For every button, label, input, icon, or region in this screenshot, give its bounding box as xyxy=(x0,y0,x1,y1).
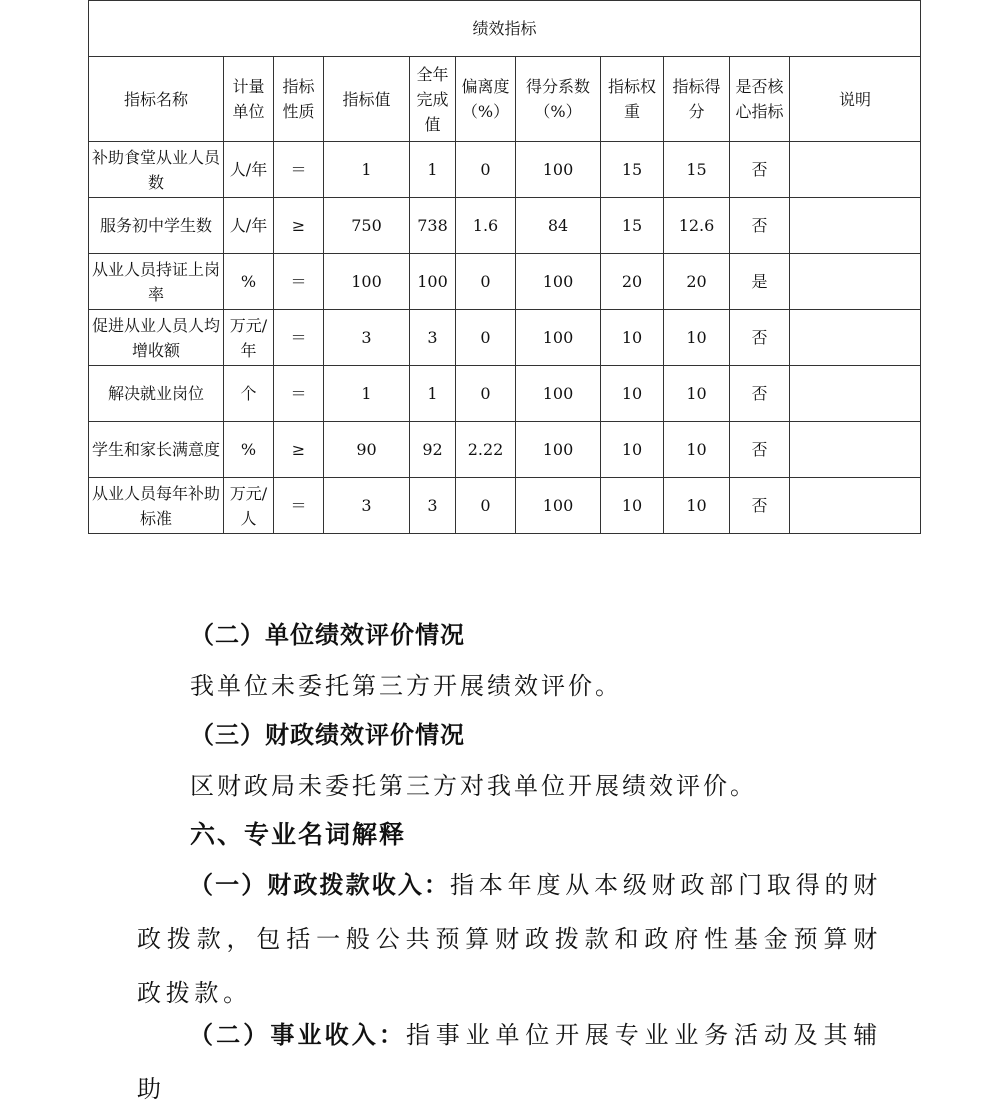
table-cell: 从业人员每年补助标准 xyxy=(89,478,224,534)
table-cell xyxy=(790,310,921,366)
table-cell: 738 xyxy=(410,198,456,254)
table-cell: 学生和家长满意度 xyxy=(89,422,224,478)
table-cell: 10 xyxy=(601,310,664,366)
table-cell: ＝ xyxy=(274,366,324,422)
table-cell: 是 xyxy=(730,254,790,310)
table-cell: 0 xyxy=(456,142,516,198)
table-cell: 0 xyxy=(456,310,516,366)
table-cell: 否 xyxy=(730,422,790,478)
table-cell: 3 xyxy=(410,310,456,366)
table-cell: 人/年 xyxy=(224,198,274,254)
glossary-heading: 六、专业名词解释 xyxy=(190,820,407,849)
table-cell: 15 xyxy=(601,198,664,254)
table-cell: 100 xyxy=(516,254,601,310)
column-header: 指标权重 xyxy=(601,57,664,142)
table-cell: 15 xyxy=(664,142,730,198)
table-cell: 3 xyxy=(324,310,410,366)
table-cell: 20 xyxy=(664,254,730,310)
table-cell: 750 xyxy=(324,198,410,254)
table-cell: 万元/年 xyxy=(224,310,274,366)
table-cell: 100 xyxy=(410,254,456,310)
table-cell: 服务初中学生数 xyxy=(89,198,224,254)
table-cell: 补助食堂从业人员数 xyxy=(89,142,224,198)
table-cell: 12.6 xyxy=(664,198,730,254)
column-header: 偏离度（%） xyxy=(456,57,516,142)
term2-text: 指事业单位开展专业业务活动及其辅助 xyxy=(137,1021,883,1103)
performance-indicator-table xyxy=(88,0,921,534)
term2-label: （二）事业收入： xyxy=(189,1021,406,1049)
table-cell: 10 xyxy=(601,366,664,422)
table-row xyxy=(89,310,921,366)
table-cell xyxy=(790,198,921,254)
table-cell: 否 xyxy=(730,478,790,534)
column-header: 计量单位 xyxy=(224,57,274,142)
column-header: 指标名称 xyxy=(89,57,224,142)
table-cell: 否 xyxy=(730,142,790,198)
table-cell: ＝ xyxy=(274,254,324,310)
table-title: 绩效指标 xyxy=(89,1,921,57)
column-header: 说明 xyxy=(790,57,921,142)
table-row xyxy=(89,422,921,478)
table-cell: 1 xyxy=(410,142,456,198)
table-cell xyxy=(790,422,921,478)
table-cell: 100 xyxy=(516,310,601,366)
fiscal-eval-text: 区财政局未委托第三方对我单位开展绩效评价。 xyxy=(190,772,757,800)
table-cell: ＝ xyxy=(274,310,324,366)
table-cell: 10 xyxy=(664,478,730,534)
unit-eval-heading: （二）单位绩效评价情况 xyxy=(190,621,465,649)
table-cell: 10 xyxy=(664,310,730,366)
table-cell: 10 xyxy=(664,422,730,478)
table-row xyxy=(89,142,921,198)
table-cell: 10 xyxy=(601,478,664,534)
table-cell: % xyxy=(224,254,274,310)
term1-label: （一）财政拨款收入： xyxy=(189,871,451,899)
table-cell: 100 xyxy=(516,478,601,534)
unit-eval-text: 我单位未委托第三方开展绩效评价。 xyxy=(190,672,622,700)
term1-text: 指本年度从本级财政部门取得的财政拨款，包括一般公共预算财政拨款和政府性基金预算财政拨款。 xyxy=(137,871,883,1007)
table-cell: 人/年 xyxy=(224,142,274,198)
column-header: 指标值 xyxy=(324,57,410,142)
table-cell: ≥ xyxy=(274,422,324,478)
table-row xyxy=(89,198,921,254)
table-cell xyxy=(790,366,921,422)
table-cell: 100 xyxy=(516,366,601,422)
fiscal-eval-heading: （三）财政绩效评价情况 xyxy=(190,721,465,749)
table-row xyxy=(89,478,921,534)
table-cell: 2.22 xyxy=(456,422,516,478)
table-cell: 万元/人 xyxy=(224,478,274,534)
table-cell: 100 xyxy=(516,422,601,478)
column-header: 全年完成值 xyxy=(410,57,456,142)
column-header: 指标性质 xyxy=(274,57,324,142)
table-cell: 92 xyxy=(410,422,456,478)
table-cell: 100 xyxy=(324,254,410,310)
column-header: 是否核心指标 xyxy=(730,57,790,142)
column-header: 得分系数（%） xyxy=(516,57,601,142)
table-cell: 否 xyxy=(730,198,790,254)
table-cell: % xyxy=(224,422,274,478)
column-header: 指标得分 xyxy=(664,57,730,142)
table-row xyxy=(89,254,921,310)
table-cell: ≥ xyxy=(274,198,324,254)
table-cell: 从业人员持证上岗率 xyxy=(89,254,224,310)
table-cell: 1 xyxy=(324,366,410,422)
table-cell: 84 xyxy=(516,198,601,254)
term-business-income xyxy=(137,1008,882,1116)
table-cell: 3 xyxy=(410,478,456,534)
table-cell: 否 xyxy=(730,366,790,422)
table-cell: 100 xyxy=(516,142,601,198)
table-cell: 15 xyxy=(601,142,664,198)
table-cell: 个 xyxy=(224,366,274,422)
table-cell: 1.6 xyxy=(456,198,516,254)
table-cell: 1 xyxy=(410,366,456,422)
table-cell: ＝ xyxy=(274,142,324,198)
table-row xyxy=(89,366,921,422)
table-cell: 3 xyxy=(324,478,410,534)
table-cell: 90 xyxy=(324,422,410,478)
table-cell: 1 xyxy=(324,142,410,198)
table-cell: 0 xyxy=(456,366,516,422)
table-cell: 0 xyxy=(456,478,516,534)
table-cell: 促进从业人员人均增收额 xyxy=(89,310,224,366)
table-cell xyxy=(790,254,921,310)
table-cell: 0 xyxy=(456,254,516,310)
table-cell: 10 xyxy=(664,366,730,422)
table-cell: 10 xyxy=(601,422,664,478)
table-cell xyxy=(790,142,921,198)
table-cell: 解决就业岗位 xyxy=(89,366,224,422)
table-cell xyxy=(790,478,921,534)
table-cell: 20 xyxy=(601,254,664,310)
table-cell: ＝ xyxy=(274,478,324,534)
term-fiscal-appropriation xyxy=(137,858,882,1020)
table-cell: 否 xyxy=(730,310,790,366)
